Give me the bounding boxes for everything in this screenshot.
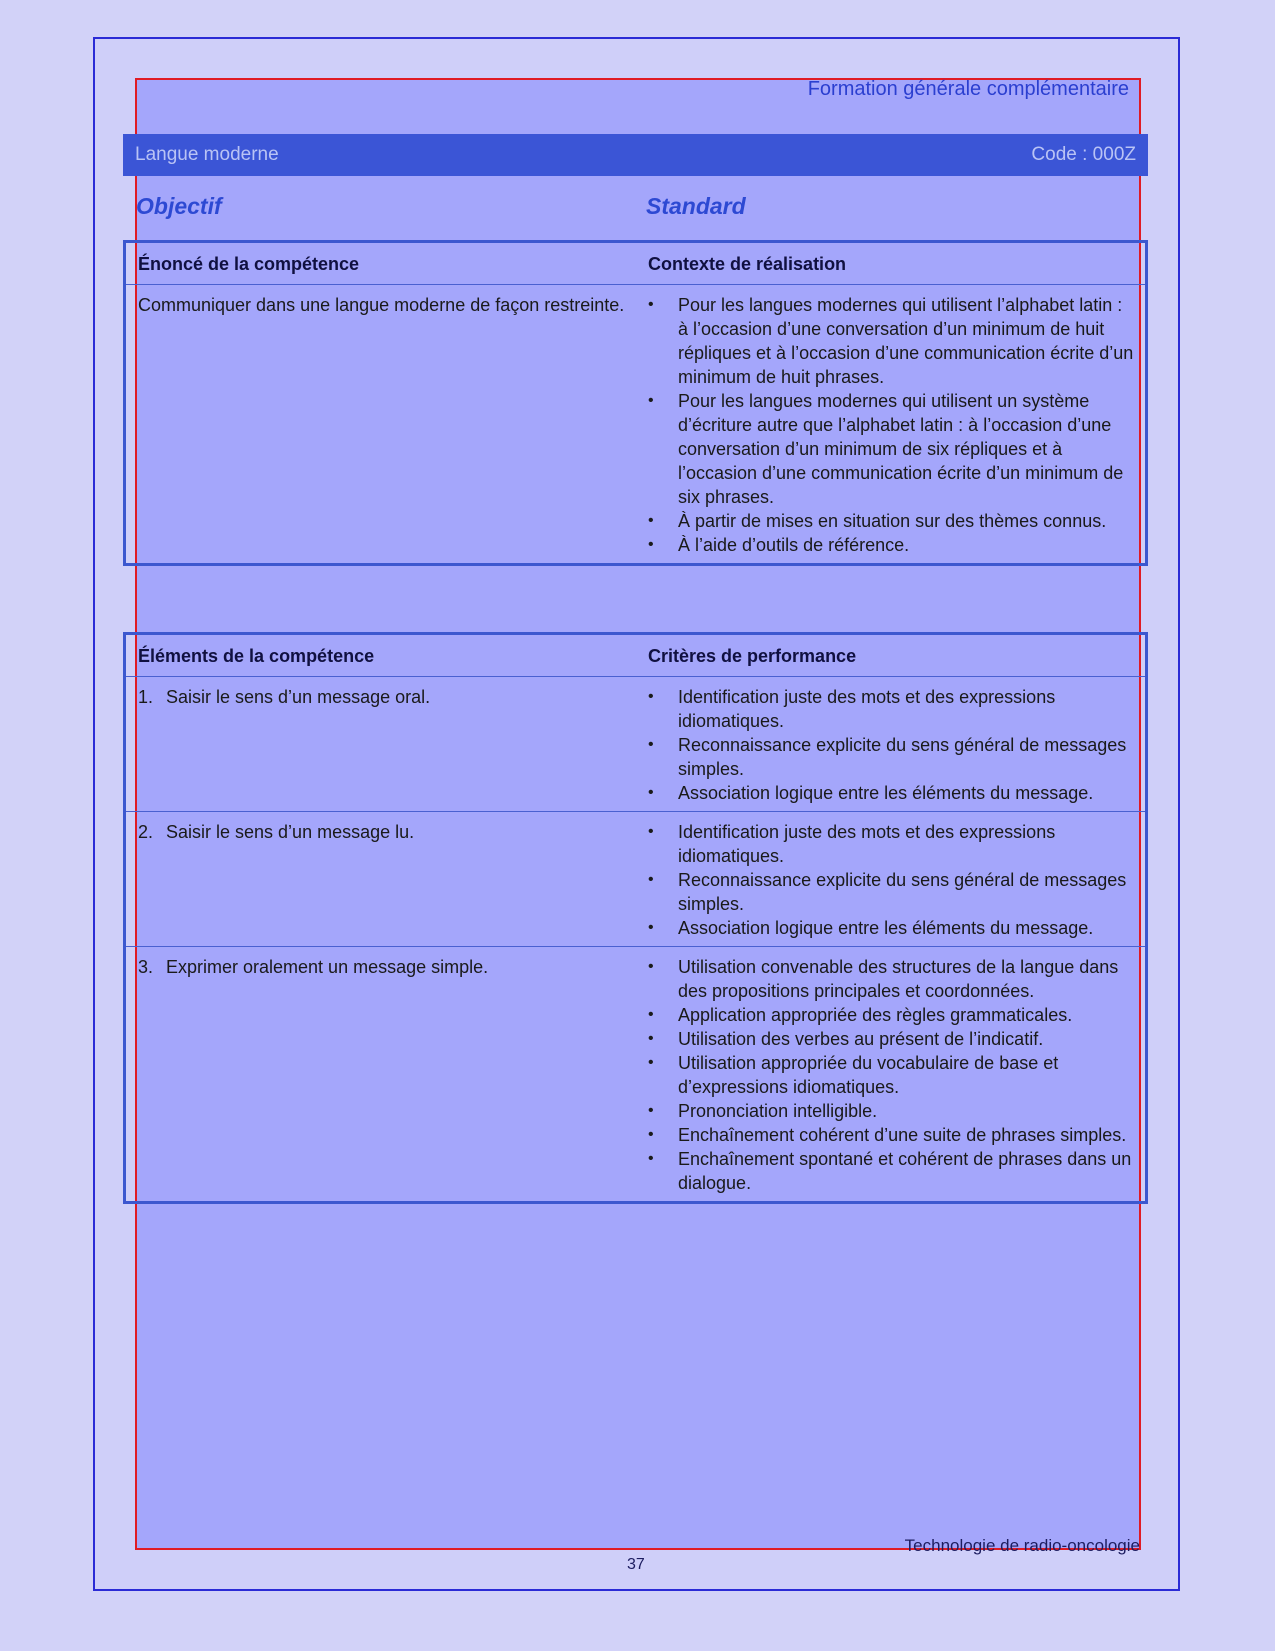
critere-item: • Utilisation convenable des structures de la langue dans des propositions principales et coordonnées. [678, 955, 1135, 1003]
critere-item: • Application appropriée des règles grammaticales. [678, 1003, 1135, 1027]
element-row [125, 947, 1147, 1203]
critere-item: • Identification juste des mots et des expressions idiomatiques. [678, 820, 1135, 868]
critere-item: • Enchaînement spontané et cohérent de phrases dans un dialogue. [678, 1147, 1135, 1195]
running-title: Formation générale complémentaire [807, 78, 1129, 100]
banner-course-name: Langue moderne [135, 144, 279, 165]
critere-item: • Identification juste des mots et des expressions idiomatiques. [678, 685, 1135, 733]
critere-item: • Prononciation intelligible. [678, 1099, 1135, 1123]
contexte-item: • À partir de mises en situation sur des thèmes connus. [678, 509, 1135, 533]
element-number: 3. [138, 957, 154, 977]
course-banner [123, 134, 1148, 176]
criteres-header: Critères de performance [636, 634, 1147, 677]
footer-program: Technologie de radio-oncologie [904, 1536, 1140, 1555]
critere-item: • Reconnaissance explicite du sens général de messages simples. [678, 733, 1135, 781]
objectif-heading: Objectif [136, 193, 222, 219]
elements-header: Éléments de la compétence [125, 634, 637, 677]
critere-item: • Utilisation des verbes au présent de l’indicatif. [678, 1027, 1135, 1051]
enonce-header: Énoncé de la compétence [125, 242, 637, 285]
criteres-list [648, 955, 1135, 1195]
banner-course-code: Code : 000Z [1031, 144, 1136, 165]
criteres-list [648, 685, 1135, 805]
element-number: 2. [138, 822, 154, 842]
contexte-item: • Pour les langues modernes qui utilisent un système d’écriture autre que l’alphabet latin : à l’occasion d’une conversation d’un minimum de six répliques et à l’occasion d’une communication écrite d’un minimum de six phrases. [678, 389, 1135, 509]
contexte-item: • Pour les langues modernes qui utilisent l’alphabet latin : à l’occasion d’une conversation d’un minimum de huit répliques et à l’occasion d’une communication écrite d’un minimum de huit phrases. [678, 293, 1135, 389]
standard-heading: Standard [646, 193, 746, 219]
element-row [125, 677, 1147, 812]
contexte-item: • À l’aide d’outils de référence. [678, 533, 1135, 557]
critere-item: • Reconnaissance explicite du sens général de messages simples. [678, 868, 1135, 916]
enonce-text: Communiquer dans une langue moderne de façon restreinte. [125, 285, 637, 565]
critere-item: • Utilisation appropriée du vocabulaire de base et d’expressions idiomatiques. [678, 1051, 1135, 1099]
competence-table [123, 240, 1148, 566]
element-row [125, 812, 1147, 947]
critere-item: • Association logique entre les éléments du message. [678, 916, 1135, 940]
contexte-cell [636, 285, 1147, 565]
element-text: Saisir le sens d’un message oral. [166, 687, 431, 707]
contexte-list [648, 293, 1135, 557]
critere-item: • Association logique entre les éléments du message. [678, 781, 1135, 805]
element-number: 1. [138, 687, 154, 707]
criteres-list [648, 820, 1135, 940]
objectif-standard-headings [136, 193, 1141, 220]
critere-item: • Enchaînement cohérent d’une suite de phrases simples. [678, 1123, 1135, 1147]
contexte-header: Contexte de réalisation [636, 242, 1147, 285]
elements-table [123, 632, 1148, 1204]
element-text: Exprimer oralement un message simple. [166, 957, 489, 977]
page-number: 37 [627, 1556, 645, 1573]
element-text: Saisir le sens d’un message lu. [166, 822, 415, 842]
